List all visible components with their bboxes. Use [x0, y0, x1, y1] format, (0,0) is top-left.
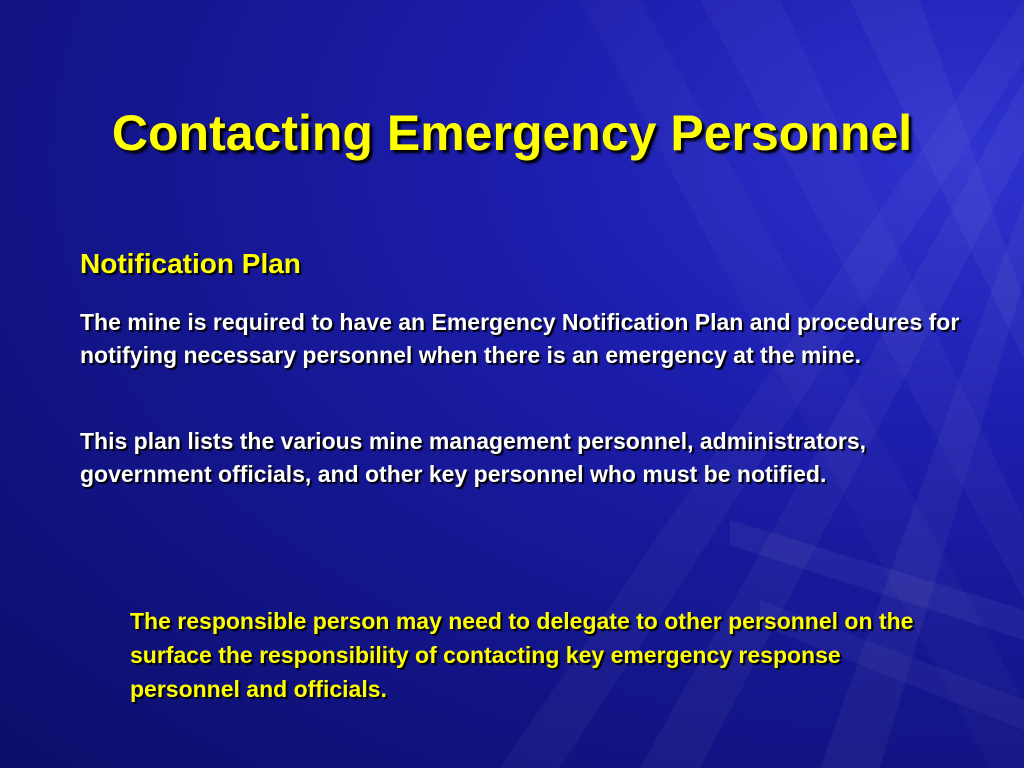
- body-paragraph: The mine is required to have an Emergency Notification Plan and procedures for notifying necessary personnel when there is an emergency at the mine.: [80, 309, 960, 368]
- body-paragraph: This plan lists the various mine management personnel, administrators, government officials, and other key personnel who must be notified.: [80, 428, 867, 487]
- slide-title: Contacting Emergency Personnel: [111, 105, 913, 161]
- delegation-note: The responsible person may need to delegate to other personnel on the surface the responsibility of contacting key emergency response personnel and officials.: [130, 608, 914, 702]
- section-subheading: Notification Plan: [80, 248, 301, 279]
